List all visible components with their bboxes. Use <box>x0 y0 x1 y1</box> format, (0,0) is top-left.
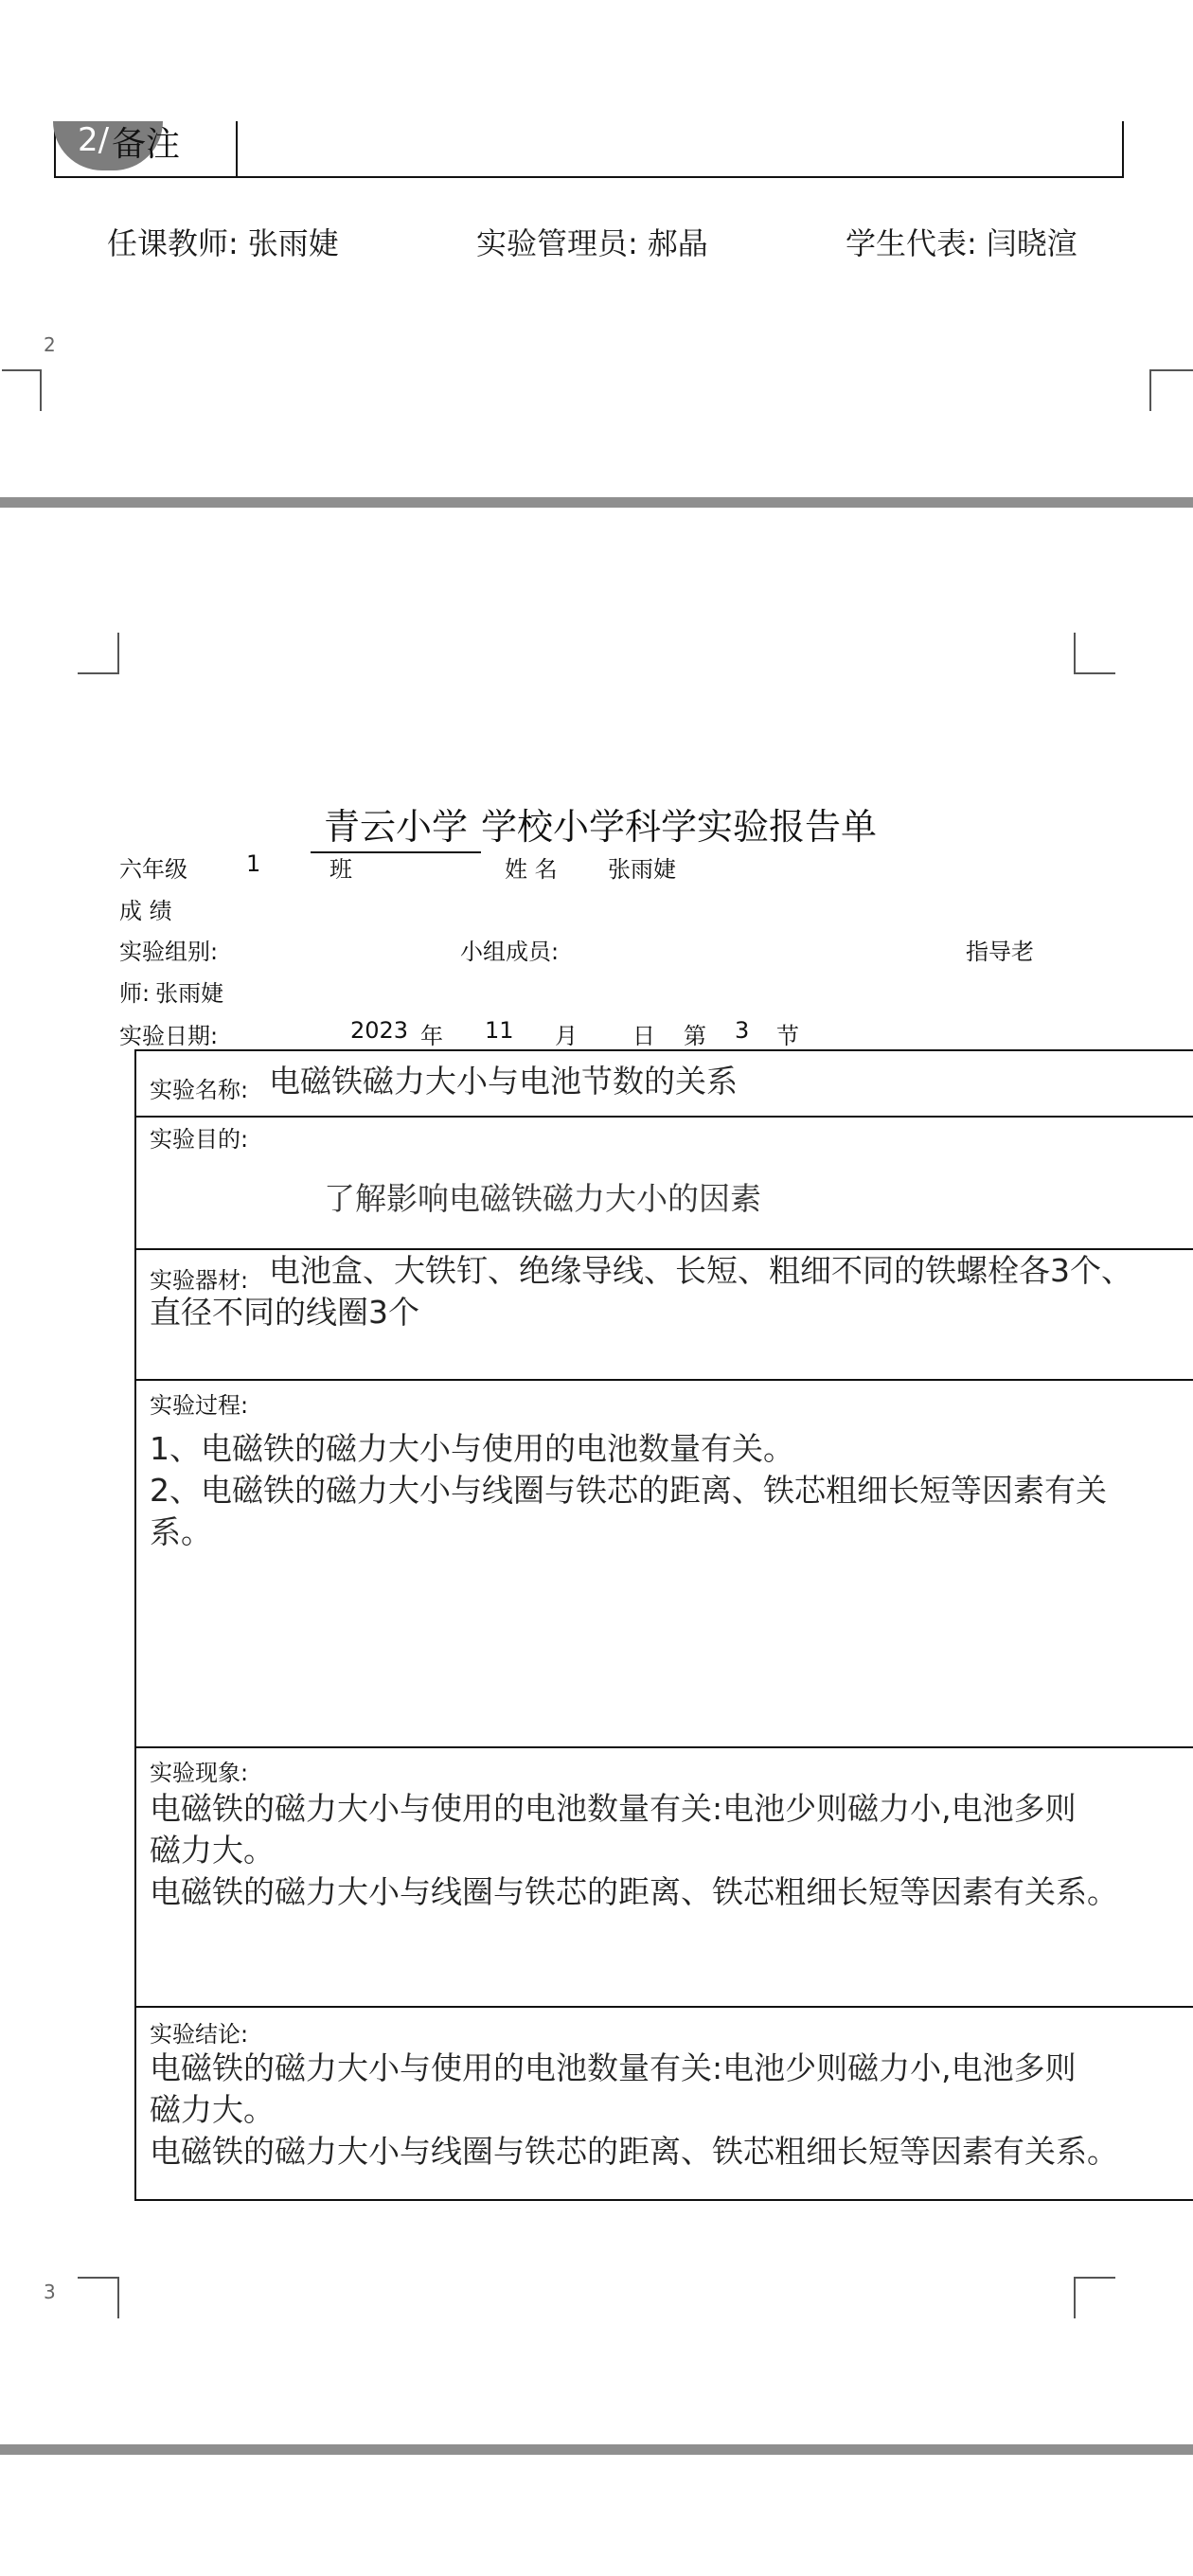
grade-label: 六年级 <box>119 856 187 883</box>
page-badge-text: 2/ <box>78 121 110 159</box>
name-label: 姓 名 <box>505 856 558 883</box>
experiment-name-label: 实验名称: <box>150 1077 249 1103</box>
page-separator <box>0 2444 1193 2455</box>
report-title-rest: 学校小学科学实验报告单 <box>481 806 878 848</box>
period-number: 3 <box>735 1017 750 1044</box>
row-purpose <box>134 1116 1193 1250</box>
corner-mark <box>78 633 119 674</box>
staff-teacher-label: 任课教师: <box>107 225 239 261</box>
members-label: 小组成员: <box>460 939 560 965</box>
experiment-name-value: 电磁铁磁力大小与电池节数的关系 <box>269 1063 738 1100</box>
class-label: 班 <box>329 856 352 883</box>
teacher-label-tail: 师: <box>119 980 151 1007</box>
corner-mark <box>2 369 42 411</box>
staff-lab-admin-name: 郝晶 <box>647 225 708 261</box>
period-label: 节 <box>776 1023 799 1049</box>
month-label: 月 <box>555 1023 578 1049</box>
row-materials <box>134 1248 1193 1381</box>
teacher-name: 张雨婕 <box>155 980 224 1007</box>
phenomenon-line-2: 磁力大。 <box>150 1832 275 1869</box>
staff-student-rep <box>846 220 1077 263</box>
student-name: 张雨婕 <box>608 856 676 883</box>
staff-teacher <box>107 220 339 263</box>
staff-lab-admin-label: 实验管理员: <box>476 225 638 261</box>
page-number-3: 3 <box>44 2281 56 2303</box>
corner-mark <box>1149 369 1193 411</box>
phenomenon-line-3: 电磁铁的磁力大小与线圈与铁芯的距离、铁芯粗细长短等因素有关系。 <box>150 1873 1118 1910</box>
row-conclusion <box>134 2006 1193 2201</box>
purpose-value: 了解影响电磁铁磁力大小的因素 <box>324 1180 761 1217</box>
purpose-label: 实验目的: <box>150 1126 249 1153</box>
date-label: 实验日期: <box>119 1023 219 1049</box>
process-line-1: 1、电磁铁的磁力大小与使用的电池数量有关。 <box>150 1430 794 1467</box>
process-line-2: 2、电磁铁的磁力大小与线圈与铁芯的距离、铁芯粗细长短等因素有关 <box>150 1472 1107 1509</box>
period-pre: 第 <box>684 1023 706 1049</box>
group-label: 实验组别: <box>119 939 219 965</box>
conclusion-line-1: 电磁铁的磁力大小与使用的电池数量有关:电池少则磁力小,电池多则 <box>150 2049 1077 2086</box>
conclusion-label: 实验结论: <box>150 2021 249 2048</box>
conclusion-line-2: 磁力大。 <box>150 2091 275 2128</box>
remark-label: 备注 <box>112 125 181 164</box>
row-experiment-name <box>134 1049 1193 1118</box>
corner-mark <box>78 2277 119 2318</box>
day-label: 日 <box>632 1023 655 1049</box>
score-label: 成 绩 <box>119 898 172 924</box>
materials-line-2: 直径不同的线圈3个 <box>150 1294 419 1331</box>
teacher-label-cont <box>119 975 223 1008</box>
remark-cell-content <box>236 121 1124 178</box>
row-phenomenon <box>134 1746 1193 2008</box>
staff-student-rep-label: 学生代表: <box>846 225 977 261</box>
date-month: 11 <box>485 1017 514 1044</box>
materials-line-1: 电池盒、大铁钉、绝缘导线、长短、粗细不同的铁螺栓各3个、 <box>269 1252 1132 1289</box>
row-process <box>134 1379 1193 1748</box>
report-title-school: 青云小学 <box>311 797 481 853</box>
page-number-2: 2 <box>44 333 56 356</box>
process-label: 实验过程: <box>150 1392 249 1419</box>
staff-lab-admin <box>476 220 708 263</box>
class-number: 1 <box>246 850 261 877</box>
phenomenon-line-1: 电磁铁的磁力大小与使用的电池数量有关:电池少则磁力小,电池多则 <box>150 1790 1077 1827</box>
teacher-label: 指导老 <box>966 939 1034 965</box>
materials-label: 实验器材: <box>150 1267 249 1294</box>
corner-mark <box>1074 2277 1115 2318</box>
process-line-3: 系。 <box>150 1513 212 1550</box>
year-label: 年 <box>420 1023 443 1049</box>
page-separator <box>0 497 1193 508</box>
corner-mark <box>1074 633 1115 674</box>
phenomenon-label: 实验现象: <box>150 1760 249 1786</box>
staff-teacher-name: 张雨婕 <box>247 225 339 261</box>
date-year: 2023 <box>350 1017 409 1044</box>
report-title <box>311 797 877 853</box>
conclusion-line-3: 电磁铁的磁力大小与线圈与铁芯的距离、铁芯粗细长短等因素有关系。 <box>150 2133 1118 2170</box>
staff-student-rep-name: 闫晓渲 <box>986 225 1077 261</box>
